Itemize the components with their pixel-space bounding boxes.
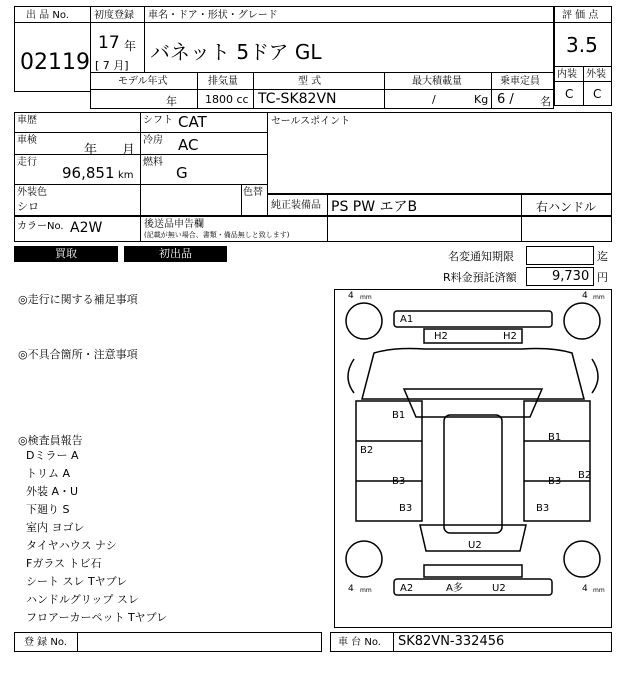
displacement-value: 1800 cc bbox=[205, 93, 249, 106]
damage-h2-right: H2 bbox=[503, 331, 517, 342]
buy-button[interactable]: 買取 bbox=[14, 246, 118, 262]
tire-front-right bbox=[564, 303, 600, 339]
tire-rear-left bbox=[346, 541, 382, 577]
damage-b1-left: B1 bbox=[392, 410, 406, 421]
defects-label: ◎不具合箇所・注意事項 bbox=[18, 348, 138, 361]
tire-depth-bl: 4 bbox=[348, 584, 354, 594]
recycle-unit: 円 bbox=[597, 271, 608, 284]
color-change-label: 色替 bbox=[243, 187, 263, 198]
lot-number-label: 出 品 No. bbox=[26, 10, 69, 21]
mileage-value: 96,851 bbox=[62, 164, 115, 182]
transfer-deadline-label: 名変通知期限 bbox=[448, 250, 514, 263]
car-name-label: 車名・ドア・形状・グレード bbox=[148, 10, 278, 21]
lot-number: 02119 bbox=[20, 50, 90, 75]
color-no-row bbox=[14, 216, 612, 242]
fuel-value: G bbox=[176, 164, 188, 182]
aircon-label: 冷房 bbox=[143, 135, 163, 146]
damage-b3-right-top: B3 bbox=[548, 476, 562, 487]
max-load-unit: Kg bbox=[474, 93, 489, 106]
mileage-label: 走行 bbox=[17, 157, 37, 168]
front-bumper bbox=[394, 311, 552, 327]
damage-a1: A1 bbox=[400, 314, 414, 325]
report-line: ハンドルグリップ スレ bbox=[26, 593, 139, 606]
exterior-grade: C bbox=[593, 87, 602, 101]
car-name: バネット 5ドア GL bbox=[150, 40, 322, 64]
model-year-label: モデル年式 bbox=[118, 76, 168, 87]
max-load-label: 最大積載量 bbox=[412, 76, 462, 87]
capacity-label: 乗車定員 bbox=[500, 76, 540, 87]
tire-depth-br: 4 bbox=[582, 584, 588, 594]
driving-notes-label: ◎走行に関する補足事項 bbox=[18, 293, 138, 306]
rear-lamp bbox=[424, 565, 522, 577]
chassis-label: 車 台 No. bbox=[338, 637, 381, 648]
car-diagram bbox=[334, 289, 612, 628]
report-line: フロアーカーペット Tヤブレ bbox=[26, 611, 168, 624]
rear-bumper bbox=[394, 579, 552, 595]
front-body bbox=[362, 349, 584, 400]
tire-unit-tl: mm bbox=[360, 294, 372, 301]
ext-color-label: 外装色 bbox=[17, 187, 47, 198]
color-no-value: A2W bbox=[70, 220, 103, 236]
capacity-unit: 名 bbox=[540, 95, 551, 108]
damage-u2-rear: U2 bbox=[492, 583, 506, 594]
damage-a2-rear: A2 bbox=[400, 583, 414, 594]
report-line: 下廻り S bbox=[26, 503, 70, 516]
first-reg-month: [ 7 月] bbox=[95, 59, 129, 72]
report-line: トリム A bbox=[26, 467, 71, 480]
recycle-label: R料金預託済額 bbox=[443, 271, 517, 284]
rating-label: 評 価 点 bbox=[562, 10, 599, 21]
report-line: Dミラー A bbox=[26, 449, 79, 462]
capacity-value: 6 / bbox=[497, 92, 514, 107]
exterior-label: 外装 bbox=[586, 69, 606, 80]
transfer-deadline-box bbox=[526, 246, 594, 265]
damage-h2-left: H2 bbox=[434, 331, 448, 342]
tire-depth-tr: 4 bbox=[582, 291, 588, 301]
damage-b3-left-bottom: B3 bbox=[399, 503, 413, 514]
report-line: 外装 A・U bbox=[26, 485, 79, 498]
damage-u2-roof: U2 bbox=[468, 540, 482, 551]
chassis-no: SK82VN-332456 bbox=[398, 634, 505, 649]
mileage-unit: km bbox=[118, 170, 134, 181]
model-year-unit: 年 bbox=[166, 95, 177, 108]
aircon-value: AC bbox=[178, 136, 199, 154]
transfer-unit: 迄 bbox=[597, 250, 608, 263]
inspection-label: 車検 bbox=[17, 135, 37, 146]
interior-grade: C bbox=[565, 87, 574, 101]
year-unit: 年 bbox=[124, 39, 137, 53]
report-line: シート スレ Tヤブレ bbox=[26, 575, 128, 588]
inspection-month: 月 bbox=[122, 143, 136, 158]
color-no-label: カラーNo. bbox=[17, 221, 64, 232]
shift-value: CAT bbox=[178, 113, 207, 131]
front-fender-left bbox=[348, 359, 354, 393]
report-line: Fガラス トビ石 bbox=[26, 557, 102, 570]
first-reg-year: 17 bbox=[98, 33, 120, 53]
details-left bbox=[14, 112, 268, 216]
inspector-report-label: ◎検査員報告 bbox=[18, 434, 83, 447]
ext-color-value: シロ bbox=[17, 200, 39, 213]
damage-a-multi-rear: A多 bbox=[446, 583, 463, 594]
inspection-year: 年 bbox=[84, 143, 98, 158]
equipment-value: PS PW エアB bbox=[331, 199, 418, 215]
first-reg-label: 初度登録 bbox=[94, 10, 134, 21]
recycle-fee: 9,730 bbox=[552, 269, 590, 284]
first-listing-button[interactable]: 初出品 bbox=[124, 246, 227, 262]
damage-b2-right: B2 bbox=[578, 470, 592, 481]
rating-score: 3.5 bbox=[566, 33, 598, 57]
front-fender-right bbox=[592, 359, 598, 393]
std-equipment-label: 純正装備品 bbox=[271, 200, 321, 211]
tire-depth-tl: 4 bbox=[348, 291, 354, 301]
tire-rear-right bbox=[564, 541, 600, 577]
shift-label: シフト bbox=[143, 115, 173, 126]
reg-no-label: 登 録 No. bbox=[24, 637, 67, 648]
tire-unit-br: mm bbox=[593, 587, 605, 594]
interior-label: 内装 bbox=[557, 69, 577, 80]
damage-b1-right: B1 bbox=[548, 432, 562, 443]
damage-b2-left: B2 bbox=[360, 445, 374, 456]
damage-b3-left-top: B3 bbox=[392, 476, 406, 487]
report-line: タイヤハウス ナシ bbox=[26, 539, 117, 552]
ship-docs-label: 後送品申告欄 bbox=[144, 219, 204, 230]
history-label: 車歴 bbox=[17, 115, 37, 126]
displacement-label: 排気量 bbox=[208, 76, 238, 87]
tire-unit-tr: mm bbox=[593, 294, 605, 301]
tire-front-left bbox=[346, 303, 382, 339]
roof bbox=[444, 415, 502, 533]
fuel-label: 燃料 bbox=[143, 157, 163, 168]
type-value: TC-SK82VN bbox=[258, 91, 337, 107]
sales-point-label: セールスポイント bbox=[271, 116, 351, 127]
ship-docs-note: (記載が無い場合、書類・備品無しと致します) bbox=[144, 231, 290, 239]
side-right bbox=[524, 401, 590, 521]
damage-b3-right-bottom: B3 bbox=[536, 503, 550, 514]
tire-unit-bl: mm bbox=[360, 587, 372, 594]
type-label: 型 式 bbox=[298, 76, 322, 87]
report-line: 室内 ヨゴレ bbox=[26, 521, 85, 534]
max-load-sep: / bbox=[432, 93, 436, 106]
steering-value: 右ハンドル bbox=[536, 200, 597, 214]
windshield bbox=[404, 389, 542, 417]
